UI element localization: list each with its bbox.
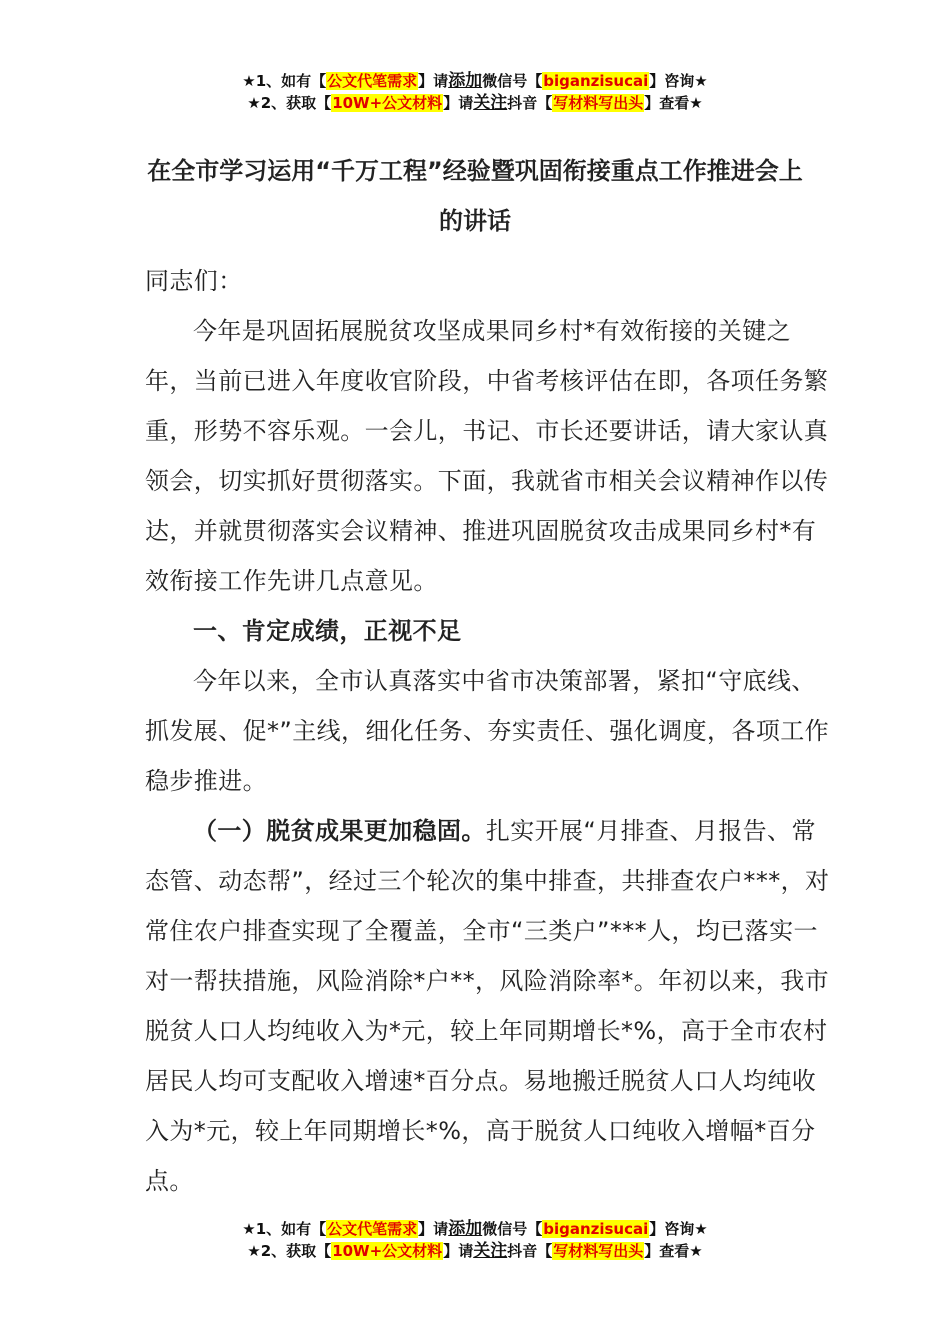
promo-wechat-id: biganzisucai — [543, 1220, 649, 1238]
document-title: 在全市学习运用“千万工程”经验暨巩固衔接重点工作推进会上的讲话 — [147, 157, 803, 235]
promo-underline: 关注 — [473, 1241, 508, 1261]
promo-wechat-id: biganzisucai — [543, 72, 649, 90]
paragraph-intro: 今年是巩固拓展脱贫攻坚成果同乡村*有效衔接的关键之年，当前已进入年度收官阶段，中省考核评估在即，各项任务繁重，形势不容乐观。一会儿，书记、市长还要讲话，请大家认真领会，切实抓好贯彻落实。下面，我就省市相关会议精神作以传达，并就贯彻落实会议精神、推进巩固脱贫攻击成果同乡村*有效衔接工作先讲几点意见。 — [145, 317, 829, 595]
paragraph-overview: 今年以来，全市认真落实中省市决策部署，紧扣“守底线、抓发展、促*”主线，细化任务、夯实责任、强化调度，各项工作稳步推进。 — [145, 667, 830, 795]
promo-text: 】咨询★ — [649, 1220, 708, 1238]
promo-header — [0, 70, 950, 114]
promo-footer-line-2 — [0, 1240, 950, 1262]
subsection-heading: （一）脱贫成果更加稳固。 — [193, 817, 486, 845]
promo-douyin-id: 写材料写出头 — [553, 94, 644, 112]
promo-footer-line-1 — [0, 1218, 950, 1240]
document-body — [145, 256, 835, 1206]
promo-text: 】请 — [418, 72, 449, 90]
promo-text: 】查看★ — [644, 1242, 703, 1260]
promo-highlight: 10W+公文材料 — [332, 94, 443, 112]
promo-text: 】查看★ — [644, 94, 703, 112]
greeting: 同志们： — [145, 267, 243, 295]
promo-highlight: 10W+公文材料 — [332, 1242, 443, 1260]
promo-highlight: 公文代笔需求 — [327, 72, 418, 90]
promo-text: 微信号【 — [482, 72, 543, 90]
promo-header-line-2 — [0, 92, 950, 114]
promo-underline: 添加 — [448, 1219, 483, 1239]
section-heading: 一、肯定成绩，正视不足 — [193, 617, 462, 645]
paragraph-subsection-1 — [145, 806, 835, 1206]
promo-text: 】咨询★ — [649, 72, 708, 90]
promo-underline: 添加 — [448, 71, 483, 91]
promo-text: ★1、如有【 — [242, 1220, 327, 1238]
promo-text: ★2、获取【 — [247, 94, 332, 112]
promo-footer — [0, 1218, 950, 1262]
promo-text: 抖音【 — [507, 1242, 553, 1260]
promo-underline: 关注 — [473, 93, 508, 113]
promo-text: 】请 — [443, 1242, 474, 1260]
promo-text: ★1、如有【 — [242, 72, 327, 90]
subsection-body: 扎实开展“月排查、月报告、常态管、动态帮”，经过三个轮次的集中排查，共排查农户***，对常住农户排查实现了全覆盖，全市“三类户”***人，均已落实一对一帮扶措施，风险消除*户**，风险消除率*。年初以来，我市脱贫人口人均纯收入为*元，较上年同期增长*%，高于全市农村居民人均可支配收入增速*百分点。易地搬迁脱贫人口人均纯收入为*元，较上年同期增长*%，高于脱贫人口纯收入增幅*百分点。 — [145, 817, 830, 1195]
promo-text: ★2、获取【 — [247, 1242, 332, 1260]
promo-text: 微信号【 — [482, 1220, 543, 1238]
promo-text: 】请 — [418, 1220, 449, 1238]
promo-text: 抖音【 — [507, 94, 553, 112]
promo-header-line-1 — [0, 70, 950, 92]
promo-text: 】请 — [443, 94, 474, 112]
promo-highlight: 公文代笔需求 — [327, 1220, 418, 1238]
promo-douyin-id: 写材料写出头 — [553, 1242, 644, 1260]
